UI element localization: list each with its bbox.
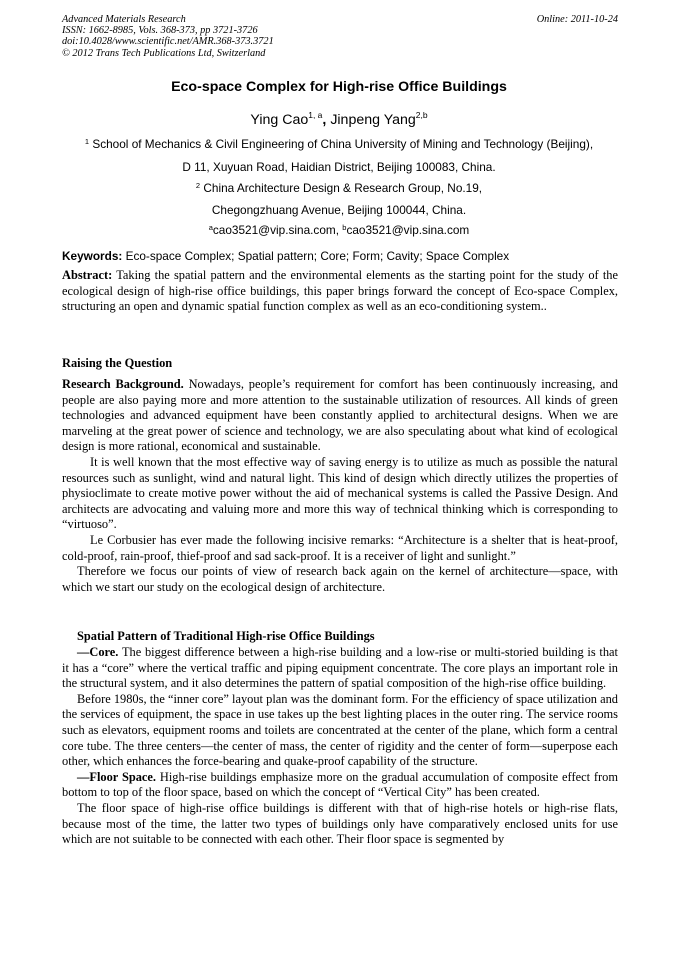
abstract (62, 268, 618, 315)
email-a: cao3521@vip.sina.com, (212, 223, 343, 237)
email-a-mark: a (208, 223, 213, 232)
affiliation-2-mark: 2 (195, 181, 201, 190)
author-1-affiliation-mark: 1, a (308, 110, 323, 120)
paragraph: Before 1980s, the “inner core” layout plan was the dominant form. For the efficiency of space utilization and the services of equipment, the space in use takes up the best lighting places in the outer ring. The service rooms such as elevators, equipment rooms and toilets are concentrated at the center of the plane, which form a central core tube. The three centers—the center of mass, the center of rigidity and the center of form—superpose each other, which enhances the force-bearing and quake-proof capability of the structure. (62, 691, 618, 769)
abstract-text: Taking the spatial pattern and the environmental elements as the starting point for the study of the ecological design of high-rise office buildings, this paper brings forward the concept of Eco-space Complex, structuring an open and dynamic spatial function complex as well as an eco-conditioning system.. (62, 268, 618, 314)
affiliation-2-line-1: $^2$ China Architecture Design & Research Group, No.19, (195, 181, 483, 195)
issn-line: ISSN: 1662-8985, Vols. 368-373, pp 3721-3726 (62, 25, 258, 37)
paragraph: It is well known that the most effective way of saving energy is to utilize as much as possible the natural resources such as sunlight, wind and natural light. This kind of design which directly utilizes the properties of physioclimate to create motive power without the aid of mechanical systems is called the Passive Design. And architects are advocating and valuing more and more this way of technical thinking which is corresponding to “virtuoso”. (62, 454, 618, 532)
paper-title: Eco-space Complex for High-rise Office Buildings (171, 79, 507, 95)
email-b-mark: b (342, 223, 347, 232)
paragraph: —Floor Space. High-rise buildings emphasize more on the gradual accumulation of composite effect from bottom to top of the floor space, based on which the concept of “Vertical City” has been created. (62, 769, 618, 800)
paragraph-label: —Floor Space. (77, 769, 157, 784)
affiliation-1-line-2: D 11, Xuyuan Road, Haidian District, Beijing 100083, China. (182, 160, 496, 174)
section-2-body (62, 645, 618, 848)
email-b: cao3521@vip.sina.com (346, 223, 470, 237)
author-2-affiliation-mark: 2,b (415, 110, 428, 120)
copyright-line: © 2012 Trans Tech Publications Ltd, Switzerland (62, 47, 266, 59)
paragraph-label: —Core. (77, 645, 119, 659)
journal-header (62, 14, 618, 59)
affiliation-2-line-2: Chegongzhuang Avenue, Beijing 100044, China. (211, 203, 467, 217)
online-date: Online: 2011-10-24 (536, 14, 618, 25)
keywords (62, 249, 618, 263)
doi-line: doi:10.4028/www.scientific.net/AMR.368-373.3721 (62, 36, 274, 48)
email-line (0, 223, 678, 237)
paragraph: Therefore we focus our points of view of research back again on the kernel of architecture—space, with which we start our study on the ecological design of architecture. (62, 564, 618, 594)
paragraph: The floor space of high-rise office buildings is different with that of high-rise hotels or high-rise flats, because most of the time, the latter two types of buildings only have comparatively enclosed units for use which are not suitable to be connected with each other. Their floor space is segmented by (62, 800, 618, 847)
section-heading-raising-question: Raising the Question (62, 356, 173, 370)
author-separator: , (322, 112, 331, 128)
affiliation-1-line-1: $^1$ School of Mechanics & Civil Engineering of China University of Mining and Technology (Beijing), (84, 137, 594, 151)
abstract-label: Abstract: (62, 268, 113, 282)
section-1-body (62, 377, 618, 595)
keywords-text: Eco-space Complex; Spatial pattern; Core; Form; Cavity; Space Complex (122, 249, 510, 263)
paragraph-label: Research Background. (62, 377, 184, 391)
affiliation-1-mark: 1 (84, 137, 90, 146)
author-line (0, 110, 678, 128)
section-heading-spatial-pattern: Spatial Pattern of Traditional High-rise Office Buildings (77, 629, 375, 643)
paragraph: Le Corbusier has ever made the following incisive remarks: “Architecture is a shelter that is heat-proof, cold-proof, rain-proof, thief-proof and sad sack-proof. It is a receiver of light and sunlight.” (62, 532, 618, 563)
author-2-name: Jinpeng Yang (330, 112, 416, 128)
paragraph: —Core. The biggest difference between a high-rise building and a low-rise or multi-storied building is that it has a “core” where the vertical traffic and piping equipment concentrate. The core plays an important role in the structural system, and it also determines the pattern of spatial composition of the high-rise office building. (62, 645, 618, 691)
keywords-label: Keywords: (62, 249, 123, 263)
author-1-name: Ying Cao (250, 112, 309, 128)
paragraph: Research Background. Nowadays, people’s requirement for comfort has been continuously increasing, and people are also paying more and more attention to the sustainable utilization of resources. All kinds of green technologies and advanced equipment have been constantly applied to architectural designs. When we are marveling at the great power of science and technology, we are also speculating about what kind of ecological design is more rational, economical and sustainable. (62, 377, 618, 454)
journal-name: Advanced Materials Research (62, 14, 186, 25)
